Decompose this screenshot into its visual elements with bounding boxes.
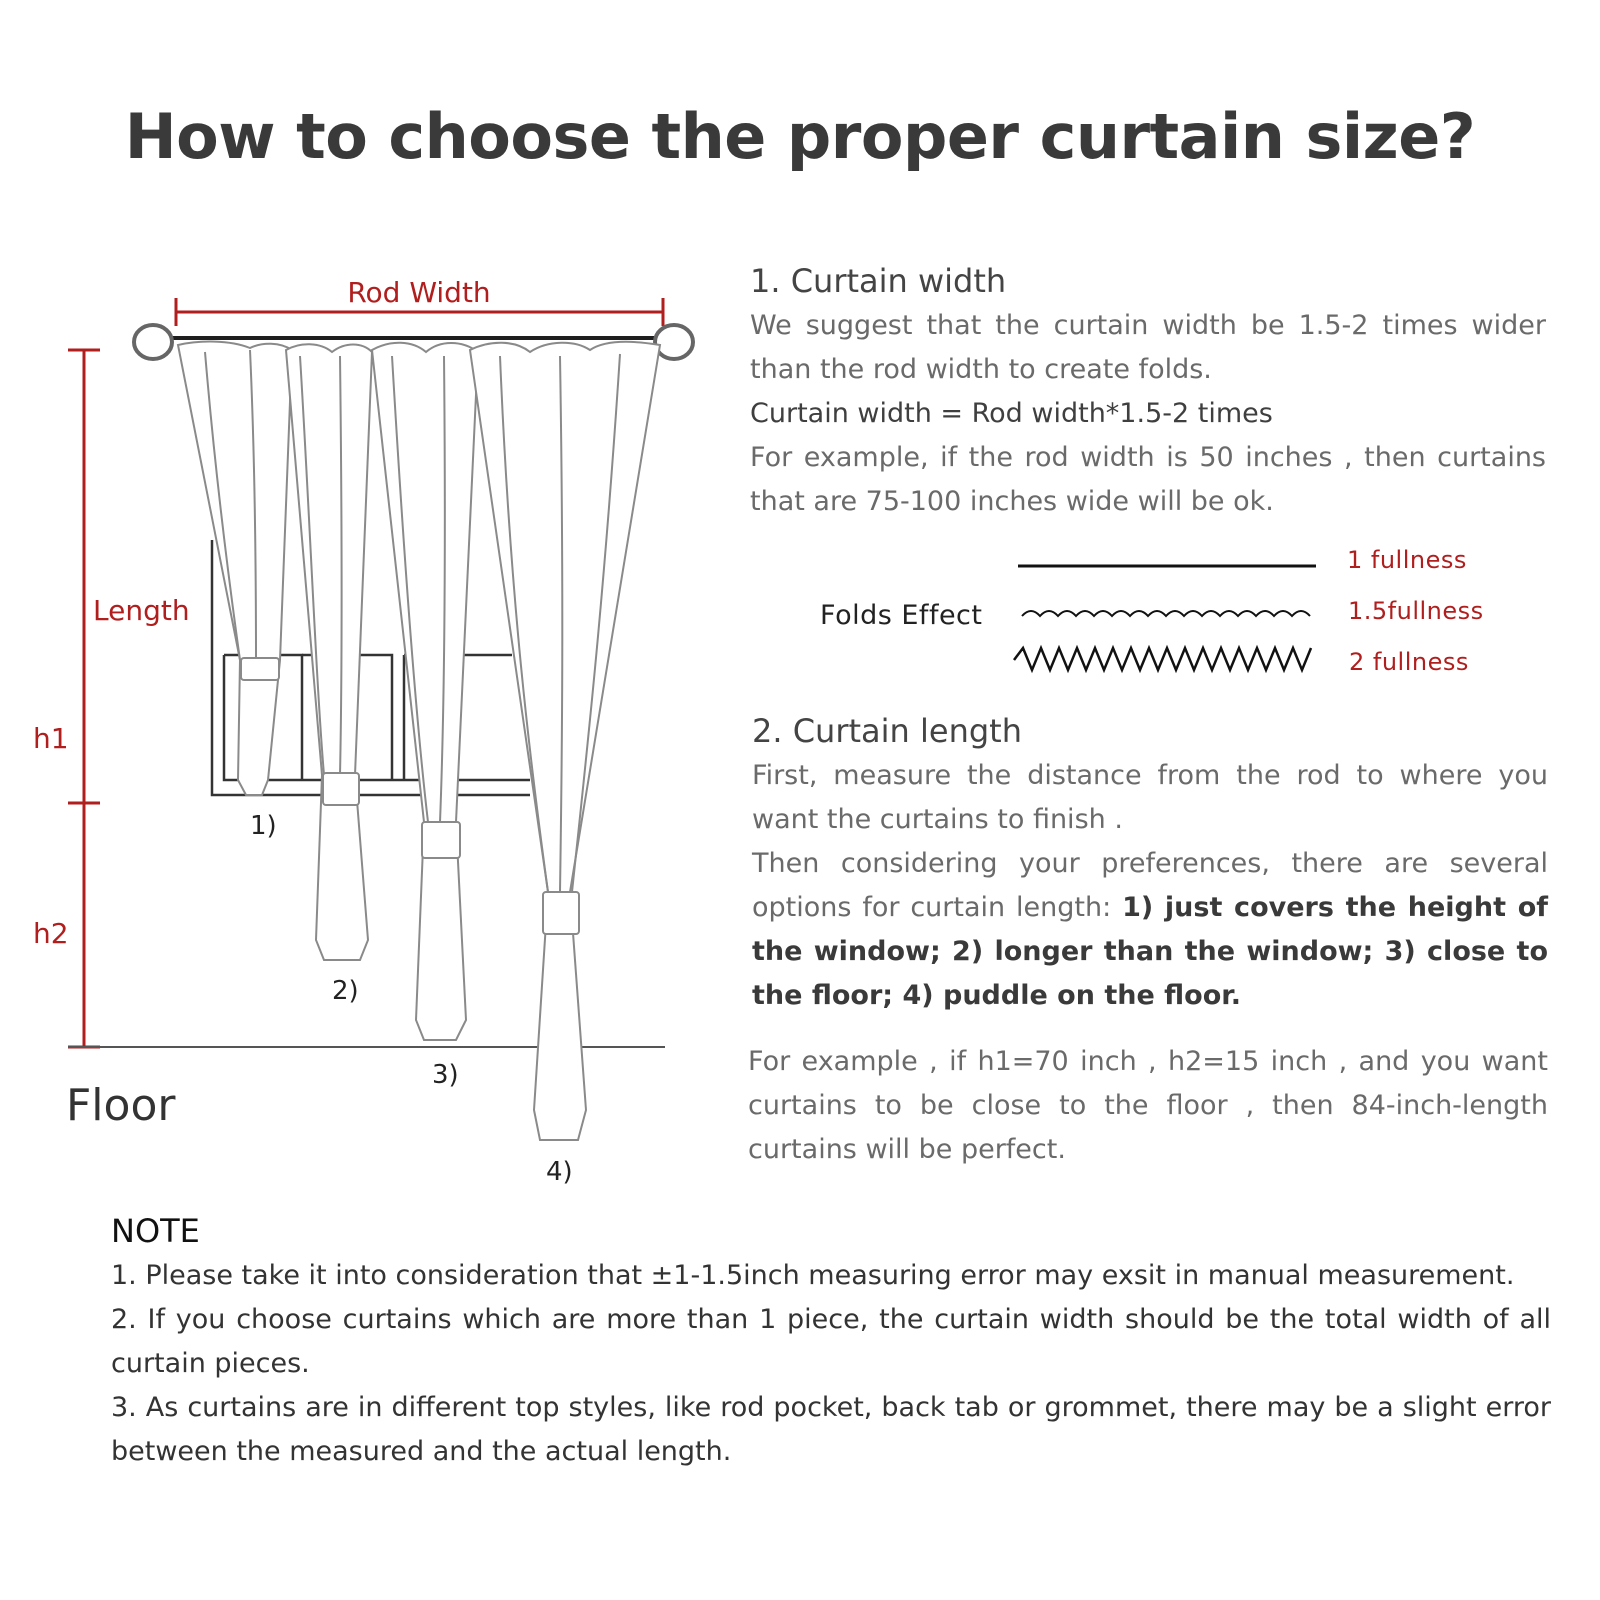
tieback-2 (323, 773, 359, 805)
curtain-length-options (752, 842, 1548, 1018)
curtain-width-section (750, 262, 1546, 524)
tieback-3 (422, 822, 460, 858)
floor-label: Floor (66, 1080, 176, 1131)
curtain-length-title: 2. Curtain length (752, 712, 1022, 750)
option-label-4: 4) (546, 1157, 573, 1187)
fullness-label-1: 1 fullness (1347, 546, 1467, 574)
note-item-3: 3. As curtains are in different top styles, like rod pocket, back tab or grommet, there may be a slight error between the measured and the actual length. (111, 1392, 1551, 1467)
tieback-4 (543, 892, 579, 934)
curtain-length-options-intro: Then considering your preferences, there are several options for curtain length: (752, 848, 1548, 923)
curtain-panel-1 (178, 342, 292, 795)
h2-label: h2 (33, 917, 69, 950)
length-label: Length (93, 594, 190, 627)
curtain-length-measure: First, measure the distance from the rod to where you want the curtains to finish . (752, 760, 1548, 835)
fold-line-1-5-fullness (1022, 611, 1310, 616)
option-label-1: 1) (250, 811, 277, 841)
folds-effect-label: Folds Effect (820, 600, 983, 631)
page-title: How to choose the proper curtain size? (124, 100, 1476, 173)
option-label-3: 3) (432, 1060, 459, 1090)
curtain-length-options-list: 1) just covers the height of the window; 2) longer than the window; 3) close to the floor; 4) puddle on the floor. (752, 892, 1548, 1011)
curtain-width-formula: Curtain width = Rod width*1.5-2 times (750, 398, 1273, 429)
option-label-2: 2) (332, 976, 359, 1006)
curtain-width-example: For example, if the rod width is 50 inches , then curtains that are 75-100 inches wide will be ok. (750, 442, 1546, 517)
curtain-panel-3 (372, 343, 478, 1040)
curtain-width-title: 1. Curtain width (750, 262, 1007, 300)
curtain-panels (178, 342, 660, 1140)
note-item-1: 1. Please take it into consideration that ±1-1.5inch measuring error may exsit in manual measurement. (111, 1260, 1515, 1291)
fullness-label-2: 2 fullness (1349, 648, 1469, 676)
fullness-label-1-5: 1.5fullness (1348, 597, 1484, 625)
height-dimension (68, 350, 100, 1047)
curtain-length-section (752, 712, 1548, 1018)
h1-label: h1 (33, 722, 69, 755)
folds-effect-lines (1014, 566, 1316, 670)
curtain-length-example: For example , if h1=70 inch , h2=15 inch , and you want curtains to be close to the floor , then 84-inch-length curtains will be perfect. (748, 1046, 1548, 1165)
rod-finial-left (134, 325, 172, 359)
curtain-panel-2 (286, 344, 372, 960)
note-title: NOTE (111, 1212, 200, 1250)
curtain-panel-4 (470, 342, 660, 1140)
curtain-width-intro: We suggest that the curtain width be 1.5-2 times wider than the rod width to create folds. (750, 310, 1546, 385)
note-section (111, 1212, 1551, 1474)
rod-finial-right (655, 325, 693, 359)
rod-width-label: Rod Width (347, 276, 491, 309)
fold-line-2-fullness (1014, 648, 1311, 670)
note-item-2: 2. If you choose curtains which are more than 1 piece, the curtain width should be the total width of all curtain pieces. (111, 1304, 1551, 1379)
tieback-1 (241, 658, 279, 680)
